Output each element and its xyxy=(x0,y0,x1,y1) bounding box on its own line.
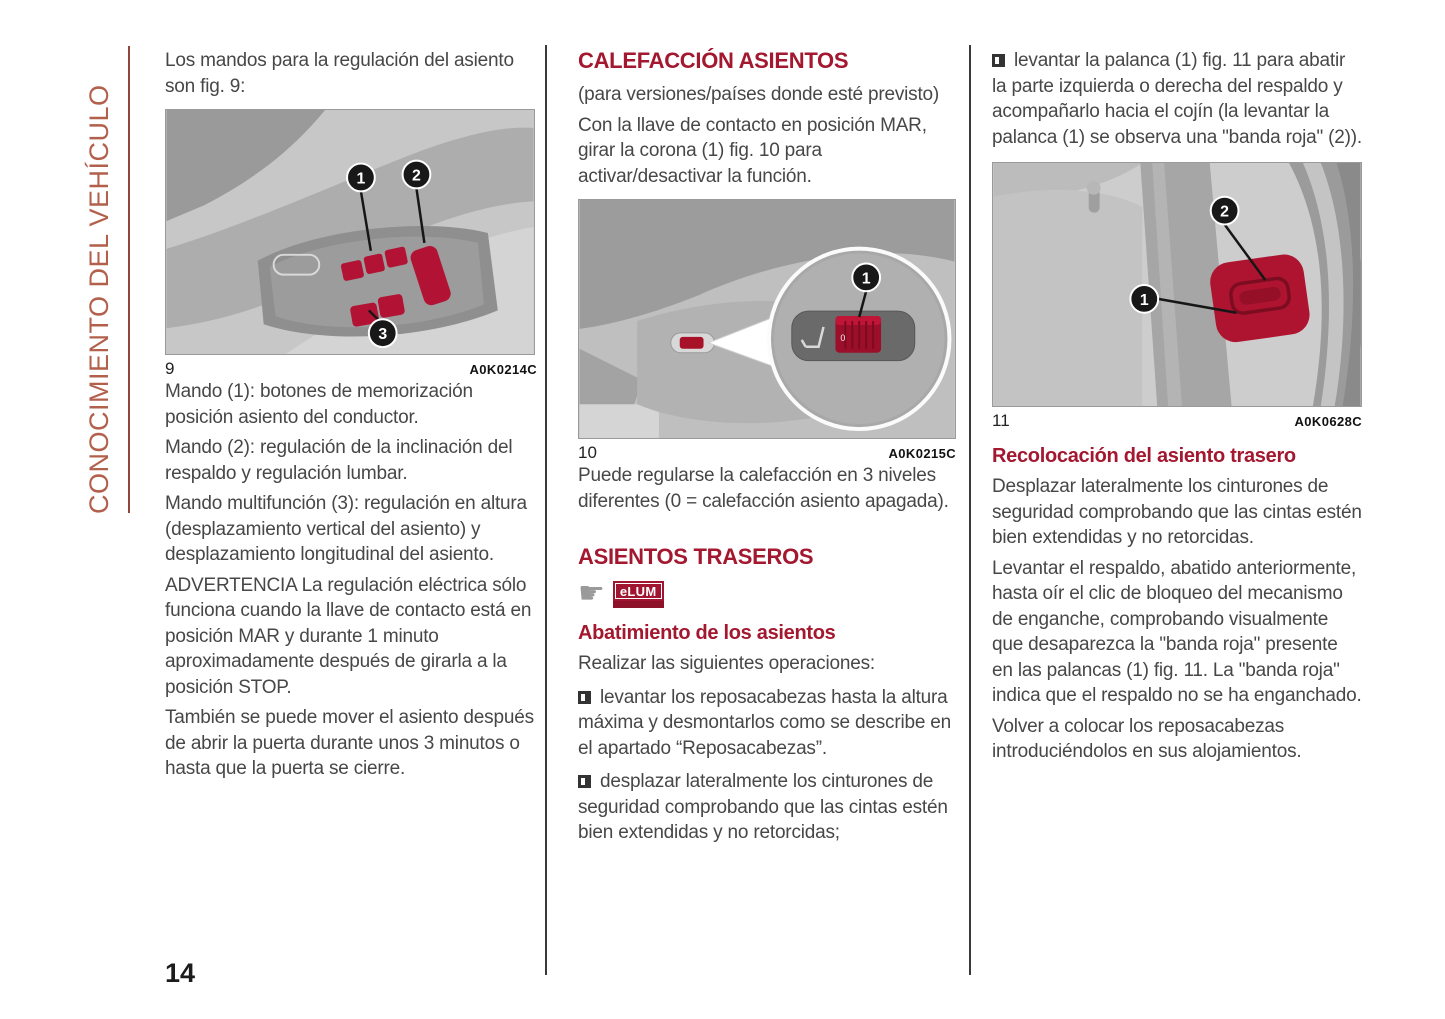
section-heading-calefaccion: CALEFACCIÓN ASIENTOS xyxy=(578,48,849,73)
section-heading-asientos-traseros: ASIENTOS TRASEROS xyxy=(578,544,814,569)
pointing-hand-icon: ☛ xyxy=(578,576,605,611)
subheading-recolocacion: Recolocación del asiento trasero xyxy=(992,445,1296,467)
callout-1-badge xyxy=(1130,285,1158,313)
paragraph: También se puede mover el asiento después de abrir la puerta durante unos 3 minutos o hasta que la puerta se cierre. xyxy=(165,707,534,779)
paragraph: Realizar las siguientes operaciones: xyxy=(578,653,875,674)
column-divider xyxy=(969,45,971,975)
elum-reference xyxy=(578,578,956,610)
paragraph: Puede regularse la calefacción en 3 niveles diferentes (0 = calefacción asiento apagada). xyxy=(578,465,949,512)
figure-11-release-lever xyxy=(992,162,1362,407)
column-3 xyxy=(992,48,1362,770)
paragraph: Mando (1): botones de memorización posición asiento del conductor. xyxy=(165,381,473,428)
svg-text:1: 1 xyxy=(861,270,871,288)
callout-1-badge xyxy=(852,263,880,291)
paragraph: Con la llave de contacto en posición MAR, girar la corona (1) fig. 10 para activar/desactivar la función. xyxy=(578,114,927,187)
figure-code: A0K0214C xyxy=(469,362,537,377)
intro-text: Los mandos para la regulación del asiento son fig. 9: xyxy=(165,50,514,97)
svg-text:2: 2 xyxy=(1220,203,1230,221)
paragraph: ADVERTENCIA La regulación eléctrica sólo funciona cuando la llave de contacto está en posición MAR y durante 1 minuto aproximadamente después de girarla a la posición STOP. xyxy=(165,574,532,698)
page-number: 14 xyxy=(165,958,196,988)
figure-9-caption xyxy=(165,359,537,379)
subheading-abatimiento: Abatimiento de los asientos xyxy=(578,622,836,644)
elum-book-icon: eLUM xyxy=(613,581,664,608)
svg-text:0: 0 xyxy=(840,332,846,343)
figure-code: A0K0628C xyxy=(1294,414,1362,429)
column-divider xyxy=(545,45,547,975)
figure-9-seat-controls xyxy=(165,109,535,355)
svg-text:3: 3 xyxy=(378,326,388,344)
paragraph: Desplazar lateralmente los cinturones de seguridad comprobando que las cintas estén bien extendidas y no retorcidas. xyxy=(992,476,1362,548)
figure-number: 11 xyxy=(992,411,1010,430)
figure-number: 9 xyxy=(165,359,175,378)
figure-number: 10 xyxy=(578,443,597,462)
square-bullet-icon xyxy=(578,775,591,788)
bullet-item: levantar los reposacabezas hasta la altura máxima y desmontarlos como se describe en el apartado “Reposacabezas”. xyxy=(578,686,952,759)
square-bullet-icon xyxy=(992,54,1005,67)
svg-text:2: 2 xyxy=(412,167,421,185)
paragraph: Mando multifunción (3): regulación en altura (desplazamiento vertical del asiento) y desplazamiento longitudinal del asiento. xyxy=(165,493,527,565)
paragraph: (para versiones/países donde esté previsto) xyxy=(578,84,940,105)
column-2 xyxy=(578,48,956,851)
figure-10-caption xyxy=(578,443,956,463)
release-lever-graphic xyxy=(1208,252,1312,345)
bullet-item: levantar la palanca (1) fig. 11 para abatir la parte izquierda o derecha del respaldo y acompañarlo hacia el cojín (la levantar la palanca (1) se observa una "banda roja" (2)). xyxy=(992,50,1362,148)
svg-text:1: 1 xyxy=(356,170,366,188)
bullet-item: desplazar lateralmente los cinturones de seguridad comprobando que las cintas estén bien extendidas y no retorcidas; xyxy=(578,771,948,843)
figure-11-caption xyxy=(992,411,1362,431)
callout-3-badge xyxy=(369,319,397,347)
column-1 xyxy=(165,48,537,787)
paragraph: Levantar el respaldo, abatido anteriormente, hasta oír el clic de bloqueo del mecanismo de enganche, comprobando visualmente que desaparezca la "banda roja" presente en las palancas (1) fig. 11. La "banda roja" indica que el respaldo no se ha enganchado. xyxy=(992,557,1362,706)
paragraph: Mando (2): regulación de la inclinación del respaldo y regulación lumbar. xyxy=(165,437,513,484)
sidebar-rule xyxy=(128,46,130,513)
figure-10-heating-dial xyxy=(578,199,956,439)
heating-dial-graphic xyxy=(835,316,881,353)
callout-1-badge xyxy=(347,164,375,192)
figure-code: A0K0215C xyxy=(888,446,956,461)
chapter-sidebar-label: CONOCIMIENTO DEL VEHÍCULO xyxy=(84,84,114,514)
svg-text:1: 1 xyxy=(1139,291,1149,309)
callout-2-badge xyxy=(403,161,431,189)
callout-2-badge xyxy=(1211,197,1239,225)
paragraph: Volver a colocar los reposacabezas introduciéndolos en sus alojamientos. xyxy=(992,715,1302,762)
square-bullet-icon xyxy=(578,691,591,704)
